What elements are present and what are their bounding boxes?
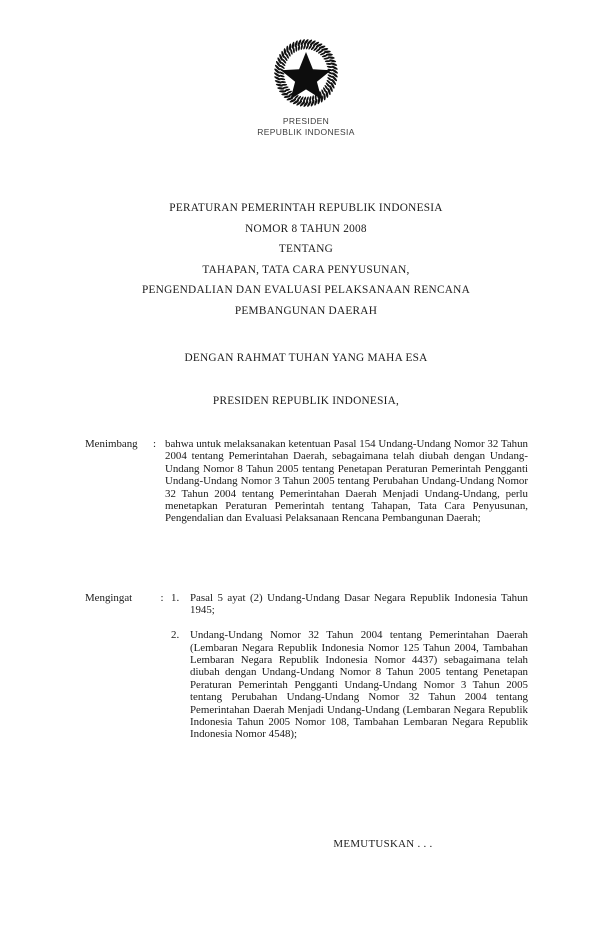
title-line-5: PENGENDALIAN DAN EVALUASI PELAKSANAAN RENCANA [142,284,470,296]
menimbang-text: bahwa untuk melaksanakan ketentuan Pasal 154 Undang-Undang Nomor 32 Tahun 2004 tentang Pemerintahan Daerah, sebagaimana telah diubah dengan Undang-Undang Nomor 8 Tahun 2005 tentang Penetapan Peraturan Pemerintah Pengganti Undang-Undang Nomor 3 Tahun 2005 tentang Perubahan Undang-Undang Nomor 32 Tahun 2004 tentang Pemerintahan Daerah Menjadi Undang-Undang, perlu menetapkan Peraturan Pemerintah tentang Tahapan, Tata Cara Penyusunan, Pengendalian dan Evaluasi Pelaksanaan Rencana Pembangunan Daerah; [165,438,528,525]
menimbang-body [165,438,528,525]
emblem-caption [0,116,612,138]
title-line-2: NOMOR 8 TAHUN 2008 [245,222,367,235]
mengingat-item-list [171,592,528,741]
presidential-emblem-block [0,32,612,138]
clause-menimbang [85,438,528,525]
menimbang-label: Menimbang [85,438,138,450]
list-item-text: Pasal 5 ayat (2) Undang-Undang Dasar Negara Republik Indonesia Tahun 1945; [190,592,528,617]
document-title-block [56,198,556,321]
list-item-marker: 2. [171,629,180,642]
invocation-presiden: PRESIDEN REPUBLIK INDONESIA, [212,395,400,407]
list-item-text: Undang-Undang Nomor 32 Tahun 2004 tentang Pemerintahan Daerah (Lembaran Negara Republik Indonesia Nomor 125 Tahun 2004, Tambahan Lembaran Negara Republik Indonesia Nomor 4437) sebagaimana telah diubah dengan Undang-Undang Nomor 8 Tahun 2005 tentang Penetapan Peraturan Pemerintah Pengganti Undang-Undang Nomor 3 Tahun 2005 tentang Perubahan Undang-Undang Nomor 32 Tahun 2004 tentang Pemerintahan Daerah Menjadi Undang-Undang (Lembaran Negara Republik Indonesia Tahun 2005 Nomor 108, Tambahan Lembaran Negara Republik Indonesia Nomor 4548); [190,629,528,741]
mengingat-label: Mengingat [85,592,133,604]
list-item-marker: 1. [171,592,180,604]
emblem-caption-line-1: PRESIDEN [282,116,330,126]
menimbang-colon: : [153,438,157,450]
invocation-rahmat: DENGAN RAHMAT TUHAN YANG MAHA ESA [184,352,428,364]
list-item [171,592,528,617]
list-item [171,629,528,741]
clause-mengingat [85,592,528,741]
emblem-caption-line-2: REPUBLIK INDONESIA [257,127,355,137]
garuda-star-wreath-icon [266,32,346,108]
title-line-3: TENTANG [278,243,334,255]
title-line-4: TAHAPAN, TATA CARA PENYUSUNAN, [202,263,410,276]
title-line-1: PERATURAN PEMERINTAH REPUBLIK INDONESIA [169,202,443,214]
mengingat-colon: : [160,592,164,604]
footer-continuation-text: MEMUTUSKAN . . . [333,838,433,850]
footer-continuation [0,838,612,850]
title-line-6: PEMBANGUNAN DAERAH [234,304,378,317]
